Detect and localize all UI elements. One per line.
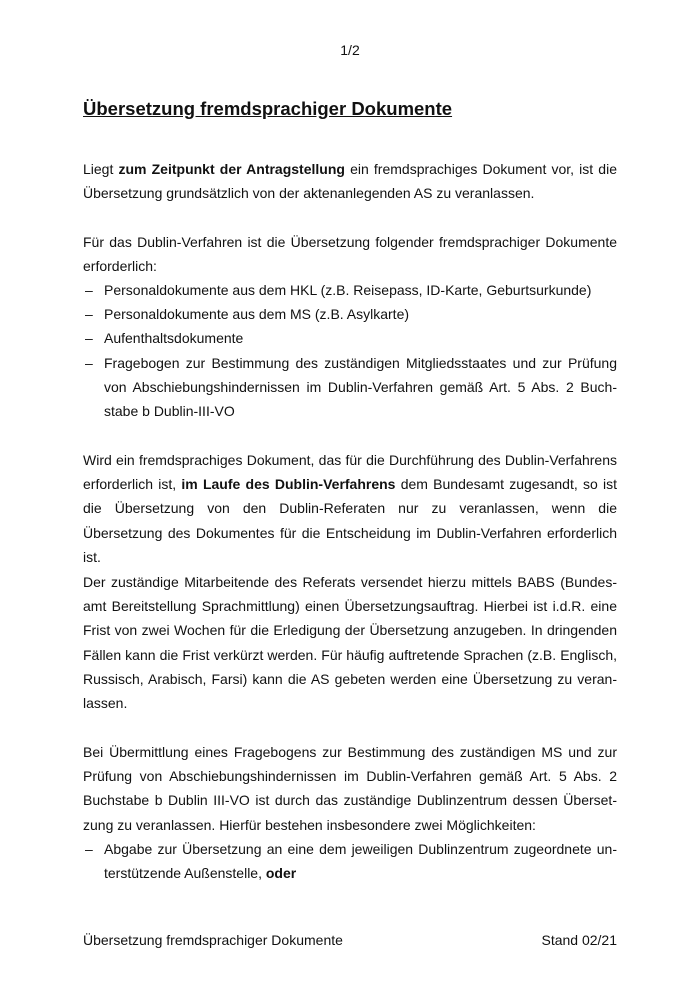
paragraph-emphasis: im Laufe des Dublin-Verfahrens xyxy=(181,476,396,493)
paragraph-questionnaire: Bei Übermittlung eines Fragebogens zur Bestimmung des zuständigen MS und zur Prüfung von Abschiebungshindernissen im Dublin-Verfahren gemäß Art. 5 Abs. 2 Buchstabe b Dublin III-VO ist durch das zuständige Dublinzentrum dessen Überset-zung zu veranlassen. Hierfür bestehen insbesondere zwei Möglichkeiten: xyxy=(83,744,617,833)
list-item: – Personaldokumente aus dem MS (z.B. Asylkarte) xyxy=(83,302,617,326)
paragraph-during-procedure xyxy=(83,448,617,569)
page-number: 1/2 xyxy=(340,42,360,58)
paragraph-emphasis: zum Zeitpunkt der Antragstellung xyxy=(118,161,345,177)
paragraph-text: ein fremdsprachiges Dokument vor, ist die Übersetzung grundsätzlich von der aktenanlegenden AS zu veranlassen. xyxy=(83,161,617,202)
list-item: – Aufenthaltsdokumente xyxy=(83,326,617,350)
list-item-emphasis: oder xyxy=(265,865,297,882)
paragraph-babs-order: Der zuständige Mitarbeitende des Referats versendet hierzu mittels BABS (Bundes-amt Bereitstellung Sprachmittlung) einen Übersetzungsauftrag. Hierbei ist i.d.R. eine Frist von zwei Wochen für die Erledigung der Übersetzung anzugeben. In dringenden Fällen kann die Frist verkürzt werden. Für häufig auftretende Sprachen (z.B. Englisch, Russisch, Arabisch, Farsi) kann die AS gebeten werden eine Übersetzung zu veran-lassen. xyxy=(83,574,617,712)
paragraph-required-documents: Für das Dublin-Verfahren ist die Übersetzung folgender fremdsprachiger Dokumente erforderlich: xyxy=(83,234,617,275)
list-item: – Personaldokumente aus dem HKL (z.B. Reisepass, ID-Karte, Geburtsurkunde) xyxy=(83,278,617,302)
paragraph-submission-time xyxy=(83,157,617,205)
paragraph-text: dem Bundesamt zugesandt, so ist die Übersetzung von den Dublin-Referaten nur zu veranlassen, wenn die Übersetzung des Dokumentes für die Entscheidung im Dublin-Verfahren erforderlich ist. xyxy=(83,476,617,565)
translation-options-list xyxy=(83,837,617,885)
list-item-text: Abgabe zur Übersetzung an eine dem jeweiligen Dublinzentrum zugeordnete un-terstützende Außenstelle, xyxy=(104,841,617,882)
document-title: Übersetzung fremdsprachiger Dokumente xyxy=(83,98,453,119)
required-documents-list xyxy=(83,278,617,423)
footer-version: Stand 02/21 xyxy=(541,932,617,948)
paragraph-text: Liegt xyxy=(83,161,119,177)
list-item xyxy=(83,837,617,885)
list-item: – Fragebogen zur Bestimmung des zuständigen Mitgliedsstaates und zur Prüfung von Abschiebungshindernissen im Dublin-Verfahren gemäß Art. 5 Abs. 2 Buch-stabe b Dublin-III-VO xyxy=(83,351,617,424)
footer-title: Übersetzung fremdsprachiger Dokumente xyxy=(83,932,343,948)
paragraph-text: Wird ein fremdsprachiges Dokument, das für die Durchführung des Dublin-Verfahrens erforderlich ist, xyxy=(83,452,617,493)
